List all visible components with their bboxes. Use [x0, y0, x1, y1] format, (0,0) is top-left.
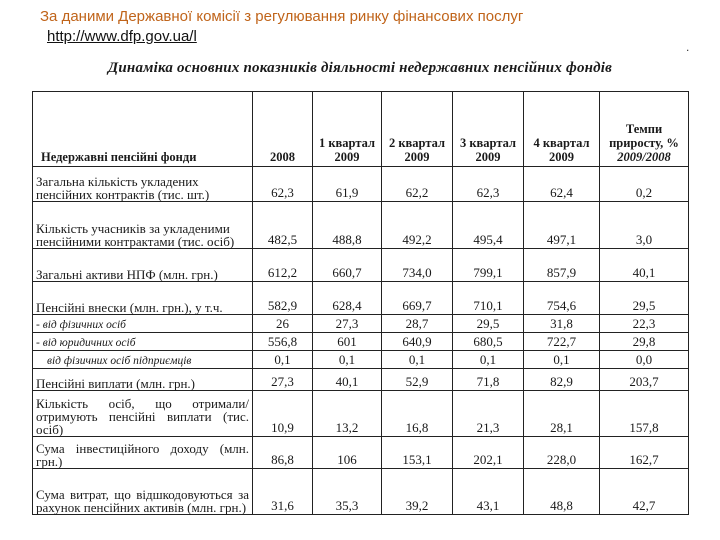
- cell-q4: 857,9: [524, 249, 600, 282]
- header-q4: 4 квартал 2009: [524, 92, 600, 167]
- stray-dot: .: [686, 40, 690, 54]
- cell-q1: 601: [313, 333, 382, 351]
- cell-q4: 31,8: [524, 315, 600, 333]
- cell-q3: 29,5: [453, 315, 524, 333]
- row-label: Кількість осіб, що отримали/ отримують пенсійні виплати (тис. осіб): [33, 391, 253, 437]
- cell-q4: 497,1: [524, 202, 600, 249]
- table-row: [33, 315, 689, 333]
- source-text: За даними Державної комісії з регулювання ринку фінансових послуг: [40, 8, 524, 25]
- cell-q4: 0,1: [524, 351, 600, 369]
- cell-q2: 52,9: [382, 369, 453, 391]
- cell-q3: 202,1: [453, 437, 524, 469]
- cell-q1: 27,3: [313, 315, 382, 333]
- row-label: - від юридичних осіб: [33, 333, 253, 351]
- cell-q3: 0,1: [453, 351, 524, 369]
- cell-q3: 62,3: [453, 167, 524, 202]
- source-note: [40, 8, 523, 46]
- pension-funds-table: [32, 91, 689, 515]
- table-row: [33, 282, 689, 315]
- cell-2008: 612,2: [253, 249, 313, 282]
- cell-q1: 40,1: [313, 369, 382, 391]
- cell-q1: 488,8: [313, 202, 382, 249]
- cell-q2: 16,8: [382, 391, 453, 437]
- cell-growth: 162,7: [600, 437, 689, 469]
- cell-growth: 40,1: [600, 249, 689, 282]
- header-growth: [600, 92, 689, 167]
- row-label: Загальні активи НПФ (млн. грн.): [33, 249, 253, 282]
- table-row: [33, 469, 689, 515]
- source-link[interactable]: http://www.dfp.gov.ua/l: [47, 28, 197, 45]
- cell-q3: 21,3: [453, 391, 524, 437]
- row-label: Пенсійні виплати (млн. грн.): [33, 369, 253, 391]
- cell-q4: 228,0: [524, 437, 600, 469]
- row-label: - від фізичних осіб: [33, 315, 253, 333]
- header-q2: 2 квартал 2009: [382, 92, 453, 167]
- header-row: [33, 92, 689, 167]
- cell-q2: 153,1: [382, 437, 453, 469]
- header-q3: 3 квартал 2009: [453, 92, 524, 167]
- cell-q3: 43,1: [453, 469, 524, 515]
- cell-growth: 3,0: [600, 202, 689, 249]
- row-label: Сума інвестиційного доходу (млн. грн.): [33, 437, 253, 469]
- row-label: від фізичних осіб підприємців: [33, 351, 253, 369]
- table-row: [33, 333, 689, 351]
- row-label: Пенсійні внески (млн. грн.), у т.ч.: [33, 282, 253, 315]
- cell-growth: 22,3: [600, 315, 689, 333]
- cell-q4: 754,6: [524, 282, 600, 315]
- cell-2008: 10,9: [253, 391, 313, 437]
- cell-q1: 13,2: [313, 391, 382, 437]
- table-row: [33, 202, 689, 249]
- row-label: Сума витрат, що відшкодовуються за рахунок пенсійних активів (млн. грн.): [33, 469, 253, 515]
- table-row: [33, 249, 689, 282]
- cell-q2: 492,2: [382, 202, 453, 249]
- cell-q2: 39,2: [382, 469, 453, 515]
- cell-q3: 710,1: [453, 282, 524, 315]
- header-q1: 1 квартал 2009: [313, 92, 382, 167]
- cell-2008: 556,8: [253, 333, 313, 351]
- cell-2008: 482,5: [253, 202, 313, 249]
- cell-q1: 660,7: [313, 249, 382, 282]
- header-growth-label: Темпи приросту, %: [609, 122, 679, 150]
- cell-q1: 35,3: [313, 469, 382, 515]
- cell-2008: 86,8: [253, 437, 313, 469]
- cell-q4: 28,1: [524, 391, 600, 437]
- table-row: [33, 391, 689, 437]
- cell-2008: 26: [253, 315, 313, 333]
- cell-q3: 680,5: [453, 333, 524, 351]
- cell-q1: 106: [313, 437, 382, 469]
- table-row: [33, 351, 689, 369]
- cell-q4: 48,8: [524, 469, 600, 515]
- cell-2008: 27,3: [253, 369, 313, 391]
- header-growth-period: 2009/2008: [617, 150, 671, 164]
- row-label: Кількість учасників за укладеними пенсійними контрактами (тис. осіб): [33, 202, 253, 249]
- cell-q4: 82,9: [524, 369, 600, 391]
- row-label: Загальна кількість укладених пенсійних контрактів (тис. шт.): [33, 167, 253, 202]
- cell-q2: 734,0: [382, 249, 453, 282]
- table-row: [33, 369, 689, 391]
- cell-growth: 29,5: [600, 282, 689, 315]
- cell-q1: 0,1: [313, 351, 382, 369]
- cell-q3: 495,4: [453, 202, 524, 249]
- cell-q3: 71,8: [453, 369, 524, 391]
- cell-growth: 42,7: [600, 469, 689, 515]
- cell-2008: 582,9: [253, 282, 313, 315]
- cell-growth: 0,2: [600, 167, 689, 202]
- cell-2008: 62,3: [253, 167, 313, 202]
- cell-growth: 203,7: [600, 369, 689, 391]
- cell-q4: 62,4: [524, 167, 600, 202]
- cell-2008: 31,6: [253, 469, 313, 515]
- cell-q1: 628,4: [313, 282, 382, 315]
- cell-growth: 157,8: [600, 391, 689, 437]
- cell-q4: 722,7: [524, 333, 600, 351]
- cell-growth: 0,0: [600, 351, 689, 369]
- cell-q2: 28,7: [382, 315, 453, 333]
- cell-growth: 29,8: [600, 333, 689, 351]
- cell-q2: 669,7: [382, 282, 453, 315]
- cell-q2: 640,9: [382, 333, 453, 351]
- cell-q2: 0,1: [382, 351, 453, 369]
- table-row: [33, 167, 689, 202]
- cell-2008: 0,1: [253, 351, 313, 369]
- cell-q1: 61,9: [313, 167, 382, 202]
- table-row: [33, 437, 689, 469]
- header-2008: 2008: [253, 92, 313, 167]
- table-title: Динаміка основних показників діяльності недержавних пенсійних фондів: [107, 60, 613, 76]
- cell-q3: 799,1: [453, 249, 524, 282]
- header-fund: Недержавні пенсійні фонди: [33, 92, 253, 167]
- cell-q2: 62,2: [382, 167, 453, 202]
